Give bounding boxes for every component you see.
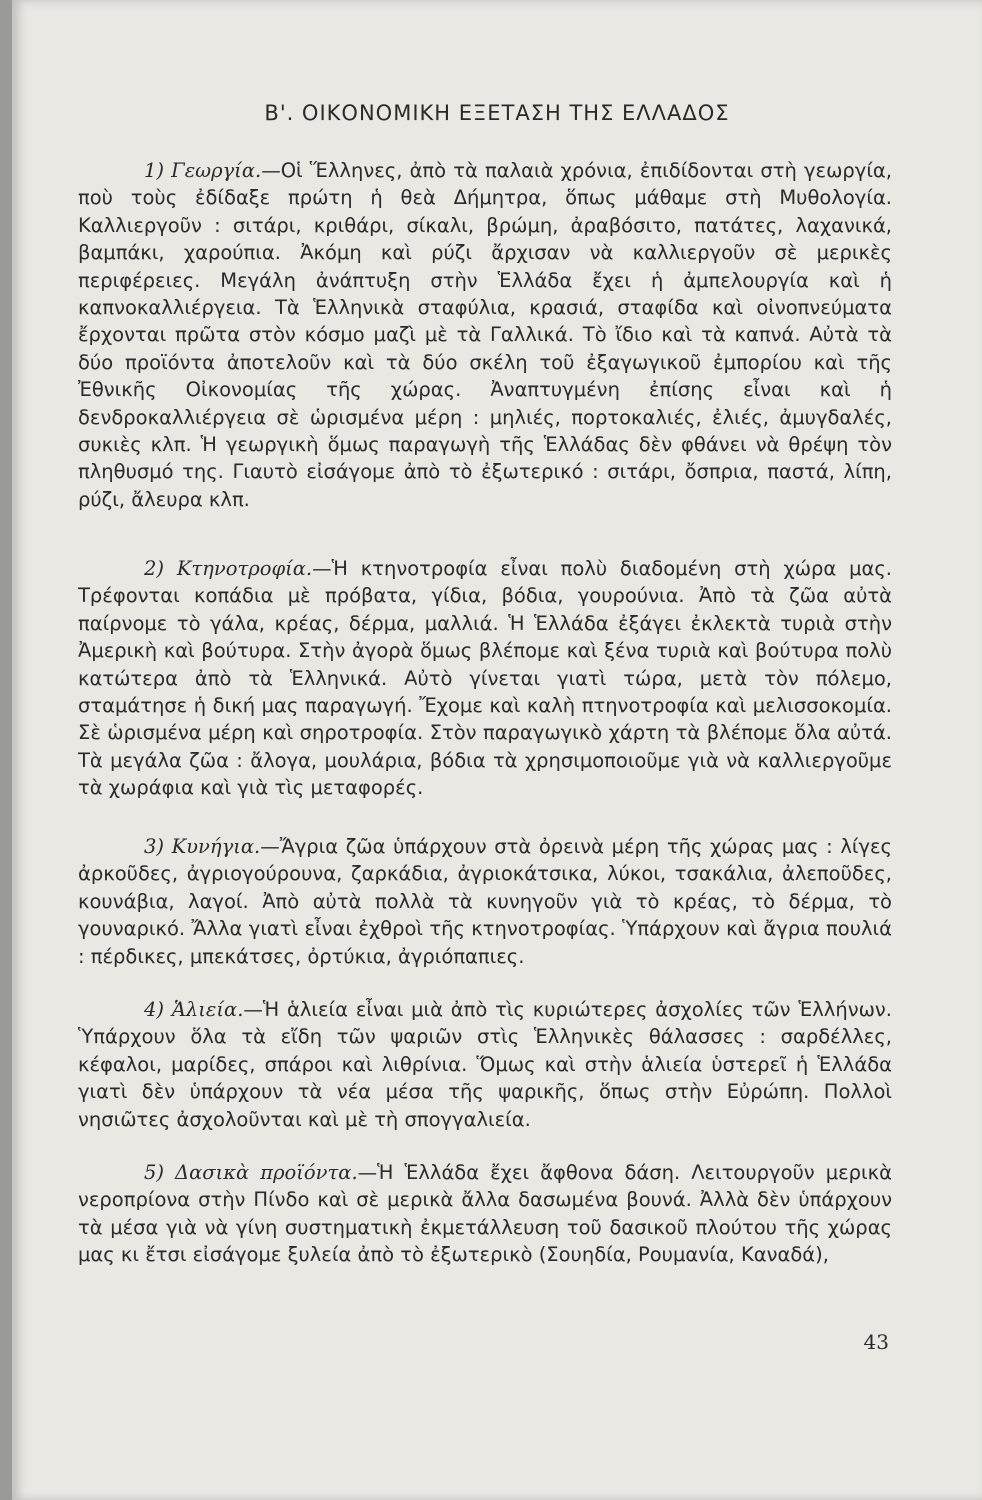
paragraph [78, 833, 892, 970]
section-body: —Ἡ Ἑλλάδα ἔχει ἄφθονα δάση. Λειτουργοῦν μερικὰ νεροπρίονα στὴν Πίνδο καὶ σὲ μερικὰ ἄλλα δασωμένα βουνά. Ἀλλὰ δὲν ὑπάρχουν τὰ μέσα γιὰ νὰ γίνη συστηματικὴ ἐκμετάλλευση τοῦ δασικοῦ πλούτου τῆς χώρας μας κι ἔτσι εἰσάγομε ξυλεία ἀπὸ τὸ ἐξωτερικὸ (Σουηδία, Ρουμανία, Καναδά), [78, 1161, 892, 1267]
chapter-heading: Β'. ΟΙΚΟΝΟΜΙΚΗ ΕΞΕΤΑΣΗ ΤΗΣ ΕΛΛΑΔΟΣ [264, 101, 730, 125]
page-number: 43 [863, 1330, 889, 1354]
section-body: —Ἡ κτηνοτροφία εἶναι πολὺ διαδομένη στὴ χώρα μας. Τρέφονται κοπάδια μὲ πρόβατα, γίδια, βόδια, γουρούνια. Ἀπὸ τὰ ζῶα αὐτὰ παίρνομε τὸ γάλα, κρέας, δέρμα, μαλλιά. Ἡ Ἑλλάδα ἐξάγει ἐκλεκτὰ τυριὰ στὴν Ἀμερικὴ καὶ βούτυρα. Στὴν ἀγορὰ ὅμως βλέπομε καὶ ξένα τυριὰ καὶ βούτυρα πολὺ κατώτερα ἀπὸ τὰ Ἑλληνικά. Αὐτὸ γίνεται γιατὶ τώρα, μετὰ τὸν πόλεμο, σταμάτησε ἡ δική μας παραγωγή. Ἔχομε καὶ καλὴ πτηνοτροφία καὶ μελισσοκομία. Σὲ ὡρισμένα μέρη καὶ σηροτροφία. Στὸν παραγωγικὸ χάρτη τὰ βλέπομε ὅλα αὐτά. Τὰ μεγάλα ζῶα : ἄλογα, μουλάρια, βόδια τὰ χρησιμοποιοῦμε γιὰ νὰ καλλιεργοῦμε τὰ χωράφια καὶ γιὰ τὶς μεταφορές. [78, 557, 892, 800]
paragraph [78, 996, 892, 1133]
section-body: —Ἡ ἁλιεία εἶναι μιὰ ἀπὸ τὶς κυριώτερες ἀσχολίες τῶν Ἑλλήνων. Ὑπάρχουν ὅλα τὰ εἴδη τῶν ψαριῶν στὶς Ἑλληνικὲς θάλασσες : σαρδέλλες, κέφαλοι, μαρίδες, σπάροι καὶ λιθρίνια. Ὅμως καὶ στὴν ἁλιεία ὑστερεῖ ἡ Ἑλλάδα γιατὶ δὲν ὑπάρχουν τὰ νέα μέσα τῆς ψαρικῆς, ὅπως στὴν Εὐρώπη. Πολλοὶ νησιῶτες ἀσχολοῦνται καὶ μὲ τὴ σπογγαλιεία. [78, 998, 893, 1131]
section-body: —Οἱ Ἕλληνες, ἀπὸ τὰ παλαιὰ χρόνια, ἐπιδίδονται στὴ γεωργία, ποὺ τοὺς ἐδίδαξε πρώτη ἡ θεὰ Δήμητρα, ὅπως μάθαμε στὴ Μυθολογία. Καλλιεργοῦν : σιτάρι, κριθάρι, σίκαλι, βρώμη, ἀραβόσιτο, πατάτες, λαχανικά, βαμπάκι, χαρούπια. Ἀκόμη καὶ ρύζι ἄρχισαν νὰ καλλιεργοῦν σὲ μερικὲς περιφέρειες. Μεγάλη ἀνάπτυξη στὴν Ἑλλάδα ἔχει ἡ ἀμπελουργία καὶ ἡ καπνοκαλλιέργεια. Τὰ Ἑλληνικὰ σταφύλια, κρασιά, σταφίδα καὶ οἰνοπνεύματα ἔρχονται πρῶτα στὸν κόσμο μαζὶ μὲ τὰ Γαλλικά. Τὸ ἴδιο καὶ τὰ καπνά. Αὐτὰ τὰ δύο προϊόντα ἀποτελοῦν καὶ τὰ δύο σκέλη τοῦ ἐξαγωγικοῦ ἐμπορίου καὶ τῆς Ἐθνικῆς Οἰκονομίας τῆς χώρας. Ἀναπτυγμένη ἐπίσης εἶναι καὶ ἡ δενδροκαλλιέργεια σὲ ὡρισμένα μέρη : μηλιές, πορτοκαλιές, ἐλιές, ἀμυγδαλές, συκιὲς κλπ. Ἡ γεωργικὴ ὅμως παραγωγὴ τῆς Ἑλλάδας δὲν φθάνει νὰ θρέψη τὸν πληθυσμό της. Γιαυτὸ εἰσάγομε ἀπὸ τὸ ἐξωτερικό : σιτάρι, ὄσπρια, παστά, λίπη, ρύζι, ἄλευρα κλπ. [78, 159, 892, 511]
section-forestry [78, 1159, 892, 1269]
section-hunting [78, 833, 892, 970]
section-body: —Ἄγρια ζῶα ὑπάρχουν στὰ ὀρεινὰ μέρη τῆς χώρας μας : λίγες ἀρκοῦδες, ἀγριογούρουνα, ζαρκάδια, ἀγριοκάτσικα, λύκοι, τσακάλια, ἀλεποῦδες, κουνάβια, λαγοί. Ἀπὸ αὐτὰ πολλὰ τὰ κυνηγοῦν γιὰ τὸ κρέας, τὸ δέρμα, τὸ γουναρικό. Ἄλλα γιατὶ εἶναι ἐχθροὶ τῆς κτηνοτροφίας. Ὑπάρχουν καὶ ἄγρια πουλιά : πέρδικες, μπεκάτσες, ὀρτύκια, ἀγριόπαπιες. [78, 835, 892, 968]
section-title: 2) Κτηνοτροφία. [144, 557, 313, 580]
book-page [12, 0, 982, 1500]
section-title: 4) Ἁλιεία. [144, 998, 244, 1021]
section-title: 5) Δασικὰ προϊόντα. [144, 1161, 358, 1184]
section-title: 1) Γεωργία. [144, 159, 262, 182]
section-fishing [78, 996, 892, 1133]
paragraph [78, 555, 892, 802]
paragraph [78, 157, 892, 513]
section-title: 3) Κυνήγια. [144, 835, 261, 858]
section-agriculture [78, 157, 892, 513]
paragraph [78, 1159, 892, 1269]
section-livestock [78, 555, 892, 802]
page-binding-edge [0, 0, 12, 1500]
